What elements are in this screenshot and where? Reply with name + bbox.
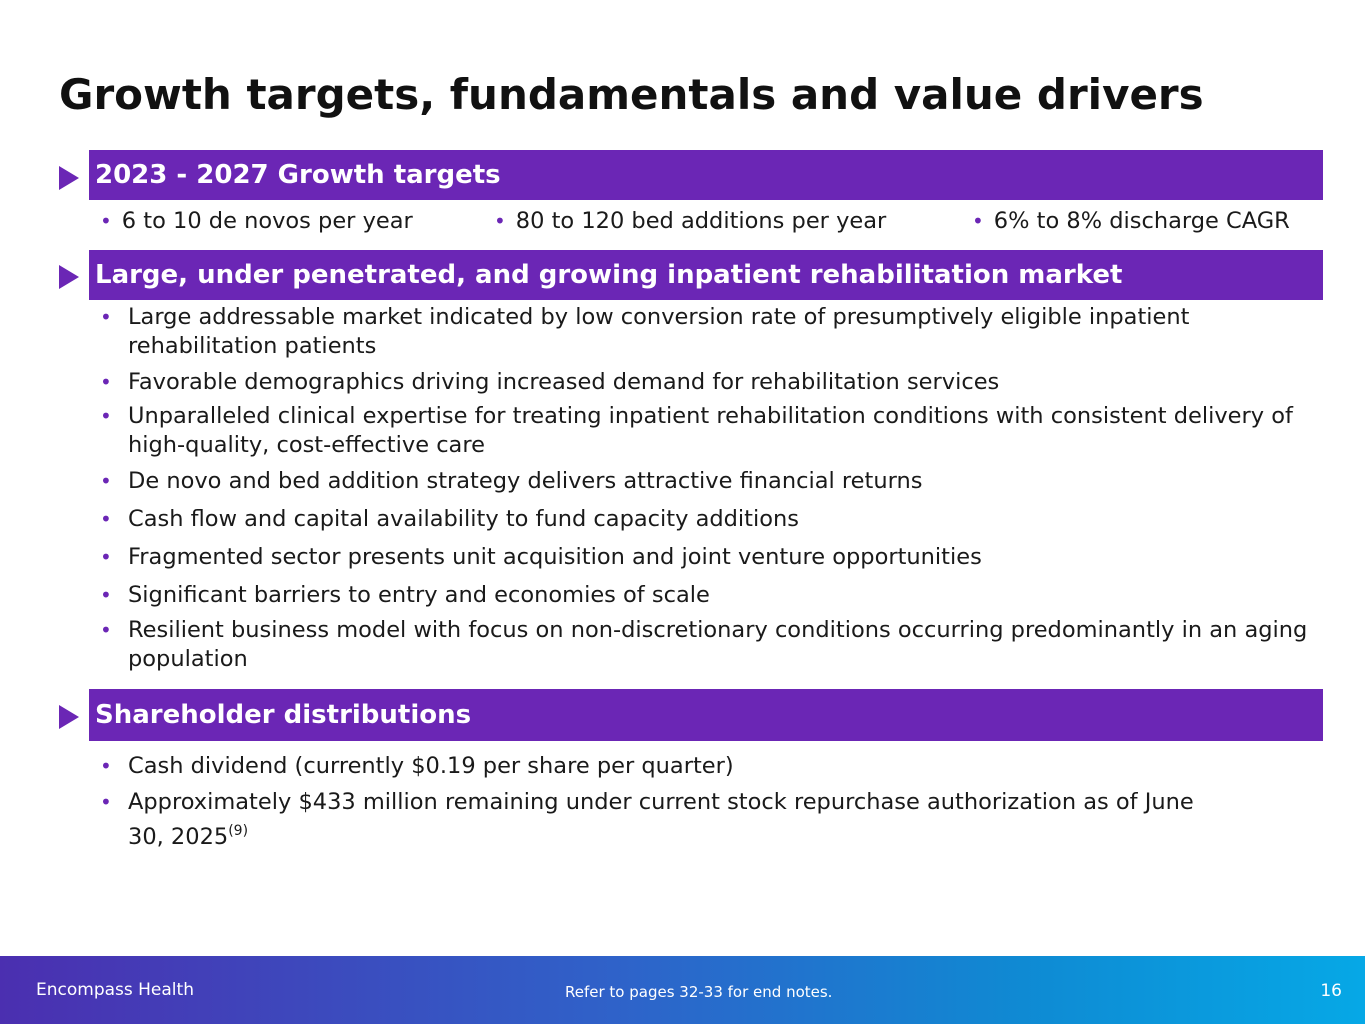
bullet-dot-icon: •: [100, 618, 112, 642]
bullet-dot-icon: •: [100, 305, 112, 329]
list-item: • De novo and bed addition strategy delivers attractive financial returns: [100, 468, 923, 494]
list-item: • Approximately $433 million remaining under current stock repurchase authorization as of June 30, 2025$^{(9)}$: [100, 789, 1194, 850]
footer-bar: [0, 956, 1365, 1024]
bullet-dot-icon: •: [100, 507, 112, 531]
list-item: • Unparalleled clinical expertise for treating inpatient rehabilitation conditions with consistent delivery of high-quality, cost-effective care: [100, 403, 1293, 458]
list-item: • 6 to 10 de novos per year: [100, 208, 413, 234]
bullet-dot-icon: •: [100, 469, 112, 493]
list-item: • Fragmented sector presents unit acquisition and joint venture opportunities: [100, 544, 982, 570]
triangle-right-icon: [59, 166, 79, 190]
list-item: • 80 to 120 bed additions per year: [494, 208, 887, 234]
bullet-dot-icon: •: [100, 370, 112, 394]
list-item: • Resilient business model with focus on non-discretionary conditions occurring predominantly in an aging population: [100, 617, 1308, 672]
bullet-dot-icon: •: [100, 754, 112, 778]
growth-targets-row: [100, 208, 1315, 240]
section-header-growth-targets: 2023 - 2027 Growth targets: [89, 150, 1323, 200]
bullet-dot-icon: •: [972, 209, 984, 233]
bullet-dot-icon: •: [100, 209, 112, 233]
list-item: • Favorable demographics driving increased demand for rehabilitation services: [100, 369, 1000, 395]
list-item: • Large addressable market indicated by low conversion rate of presumptively eligible inpatient rehabilitation patients: [100, 304, 1190, 359]
section-header-shareholder-distributions: Shareholder distributions: [89, 689, 1323, 741]
footnote-reference: (9): [228, 823, 249, 839]
triangle-right-icon: [59, 705, 79, 729]
page-title: Growth targets, fundamentals and value drivers: [59, 70, 1204, 119]
footer-end-notes: Refer to pages 32-33 for end notes.: [565, 983, 833, 1001]
bullet-dot-icon: •: [100, 545, 112, 569]
bullet-dot-icon: •: [100, 790, 112, 814]
bullet-dot-icon: •: [494, 209, 506, 233]
bullet-dot-icon: •: [100, 583, 112, 607]
section-header-market: Large, under penetrated, and growing inpatient rehabilitation market: [89, 250, 1323, 300]
page-number: 16: [1320, 981, 1342, 1001]
distributions-bullet-list: [100, 752, 1315, 852]
triangle-right-icon: [59, 265, 79, 289]
list-item: • Cash dividend (currently $0.19 per share per quarter): [100, 753, 734, 779]
list-item: • Cash flow and capital availability to fund capacity additions: [100, 506, 800, 532]
list-item: • 6% to 8% discharge CAGR: [972, 208, 1290, 234]
footer-brand: Encompass Health: [36, 980, 194, 1000]
list-item: • Significant barriers to entry and economies of scale: [100, 582, 710, 608]
market-bullet-list: [100, 303, 1315, 674]
bullet-dot-icon: •: [100, 404, 112, 428]
